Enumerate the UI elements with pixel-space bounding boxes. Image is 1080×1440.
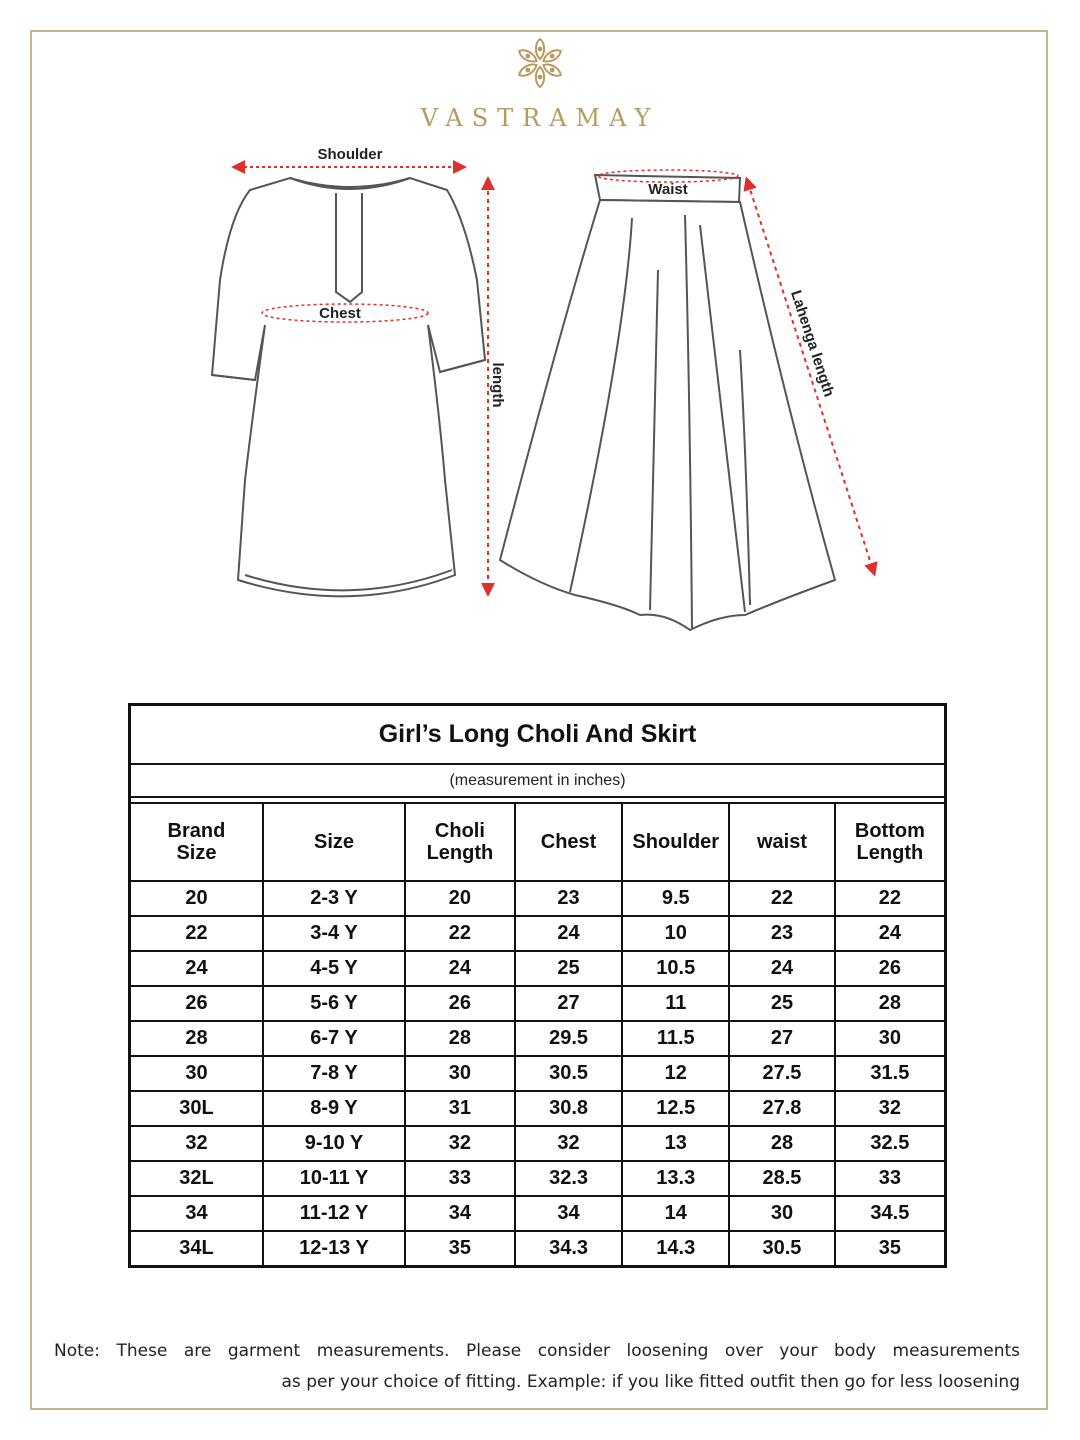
column-header-text: Length <box>856 842 924 864</box>
table-row <box>130 1161 946 1196</box>
table-row <box>130 1091 946 1126</box>
table-cell: 32 <box>405 1126 515 1161</box>
table-cell: 10.5 <box>622 951 729 986</box>
shoulder-label: Shoulder <box>317 146 383 163</box>
table-cell: 34.3 <box>515 1231 623 1267</box>
table-cell: 20 <box>130 881 263 916</box>
brand-name: VASTRAMAY <box>420 104 660 132</box>
column-header <box>729 803 835 881</box>
table-cell: 22 <box>729 881 835 916</box>
table-cell: 34 <box>405 1196 515 1231</box>
skirt-drawing <box>500 175 838 630</box>
brand-logo <box>0 36 1080 90</box>
table-cell: 33 <box>835 1161 946 1196</box>
table-cell: 25 <box>729 986 835 1021</box>
table-cell: 12.5 <box>622 1091 729 1126</box>
table-title: Girl’s Long Choli And Skirt <box>130 705 946 765</box>
table-row <box>130 986 946 1021</box>
table-cell: 32.3 <box>515 1161 623 1196</box>
table-cell: 34 <box>130 1196 263 1231</box>
table-cell: 24 <box>835 916 946 951</box>
mandala-logo-icon <box>513 36 567 90</box>
column-header <box>130 803 263 881</box>
table-cell: 28 <box>729 1126 835 1161</box>
table-cell: 27 <box>729 1021 835 1056</box>
table-cell: 32L <box>130 1161 263 1196</box>
table-row <box>130 1231 946 1267</box>
table-cell: 14.3 <box>622 1231 729 1267</box>
column-header-text: Shoulder <box>632 831 720 853</box>
table-cell: 30 <box>729 1196 835 1231</box>
column-header-text: Choli <box>434 820 485 842</box>
table-cell: 24 <box>130 951 263 986</box>
waist-label: Waist <box>648 181 688 198</box>
garment-illustration <box>0 140 1080 660</box>
fitting-note <box>54 1336 1020 1398</box>
table-cell: 30.8 <box>515 1091 623 1126</box>
column-header <box>515 803 623 881</box>
table-row <box>130 1056 946 1091</box>
table-cell: 24 <box>729 951 835 986</box>
table-cell: 30.5 <box>515 1056 623 1091</box>
table-cell: 10 <box>622 916 729 951</box>
table-cell: 23 <box>515 881 623 916</box>
column-header-text: Chest <box>540 831 597 853</box>
table-cell: 9-10 Y <box>263 1126 405 1161</box>
table-cell: 35 <box>835 1231 946 1267</box>
column-header-text: Bottom <box>854 820 925 842</box>
column-header-text: waist <box>756 831 807 853</box>
table-cell: 34.5 <box>835 1196 946 1231</box>
table-cell: 26 <box>405 986 515 1021</box>
table-cell: 22 <box>405 916 515 951</box>
table-cell: 13.3 <box>622 1161 729 1196</box>
table-row <box>130 881 946 916</box>
table-cell: 30.5 <box>729 1231 835 1267</box>
table-cell: 32.5 <box>835 1126 946 1161</box>
table-cell: 4-5 Y <box>263 951 405 986</box>
table-cell: 22 <box>835 881 946 916</box>
table-cell: 34 <box>515 1196 623 1231</box>
table-cell: 25 <box>515 951 623 986</box>
table-cell: 34L <box>130 1231 263 1267</box>
table-cell: 32 <box>515 1126 623 1161</box>
note-line-2: as per your choice of fitting. Example: if you like fitted outfit then go for less loosening <box>281 1372 1020 1392</box>
table-row <box>130 916 946 951</box>
table-cell: 9.5 <box>622 881 729 916</box>
table-cell: 2-3 Y <box>263 881 405 916</box>
table-cell: 28 <box>835 986 946 1021</box>
table-cell: 5-6 Y <box>263 986 405 1021</box>
table-row <box>130 1021 946 1056</box>
table-row <box>130 1126 946 1161</box>
note-line-1: Note: These are garment measurements. Please consider loosening over your body measurements <box>54 1341 1020 1361</box>
table-cell: 28 <box>130 1021 263 1056</box>
length-label: length <box>489 362 506 408</box>
table-cell: 7-8 Y <box>263 1056 405 1091</box>
table-cell: 14 <box>622 1196 729 1231</box>
lahenga-length-label: Lahenga length <box>787 288 838 399</box>
table-cell: 22 <box>130 916 263 951</box>
table-cell: 12-13 Y <box>263 1231 405 1267</box>
table-cell: 11 <box>622 986 729 1021</box>
table-cell: 33 <box>405 1161 515 1196</box>
table-cell: 24 <box>515 916 623 951</box>
size-chart-table <box>128 703 947 1268</box>
table-cell: 32 <box>835 1091 946 1126</box>
choli-drawing <box>212 178 485 596</box>
table-cell: 31 <box>405 1091 515 1126</box>
table-header-row <box>130 803 946 881</box>
table-cell: 12 <box>622 1056 729 1091</box>
column-header-text: Size <box>313 831 355 853</box>
table-cell: 6-7 Y <box>263 1021 405 1056</box>
column-header <box>835 803 946 881</box>
table-subtitle: (measurement in inches) <box>130 764 946 797</box>
table-cell: 26 <box>835 951 946 986</box>
table-row <box>130 951 946 986</box>
table-cell: 11.5 <box>622 1021 729 1056</box>
table-cell: 8-9 Y <box>263 1091 405 1126</box>
column-header-text: Brand <box>167 820 226 842</box>
table-cell: 26 <box>130 986 263 1021</box>
column-header <box>622 803 729 881</box>
chest-label: Chest <box>319 305 361 322</box>
column-header-text: Size <box>176 842 217 864</box>
column-header <box>405 803 515 881</box>
table-cell: 29.5 <box>515 1021 623 1056</box>
table-cell: 20 <box>405 881 515 916</box>
table-cell: 3-4 Y <box>263 916 405 951</box>
table-cell: 27 <box>515 986 623 1021</box>
column-header <box>263 803 405 881</box>
table-cell: 30L <box>130 1091 263 1126</box>
column-header-text: Length <box>426 842 494 864</box>
table-cell: 11-12 Y <box>263 1196 405 1231</box>
table-cell: 32 <box>130 1126 263 1161</box>
table-cell: 10-11 Y <box>263 1161 405 1196</box>
table-cell: 27.5 <box>729 1056 835 1091</box>
table-cell: 13 <box>622 1126 729 1161</box>
table-cell: 28 <box>405 1021 515 1056</box>
table-cell: 30 <box>130 1056 263 1091</box>
table-row <box>130 1196 946 1231</box>
table-cell: 28.5 <box>729 1161 835 1196</box>
table-cell: 23 <box>729 916 835 951</box>
table-cell: 31.5 <box>835 1056 946 1091</box>
table-cell: 24 <box>405 951 515 986</box>
table-cell: 35 <box>405 1231 515 1267</box>
table-cell: 27.8 <box>729 1091 835 1126</box>
table-cell: 30 <box>835 1021 946 1056</box>
table-cell: 30 <box>405 1056 515 1091</box>
